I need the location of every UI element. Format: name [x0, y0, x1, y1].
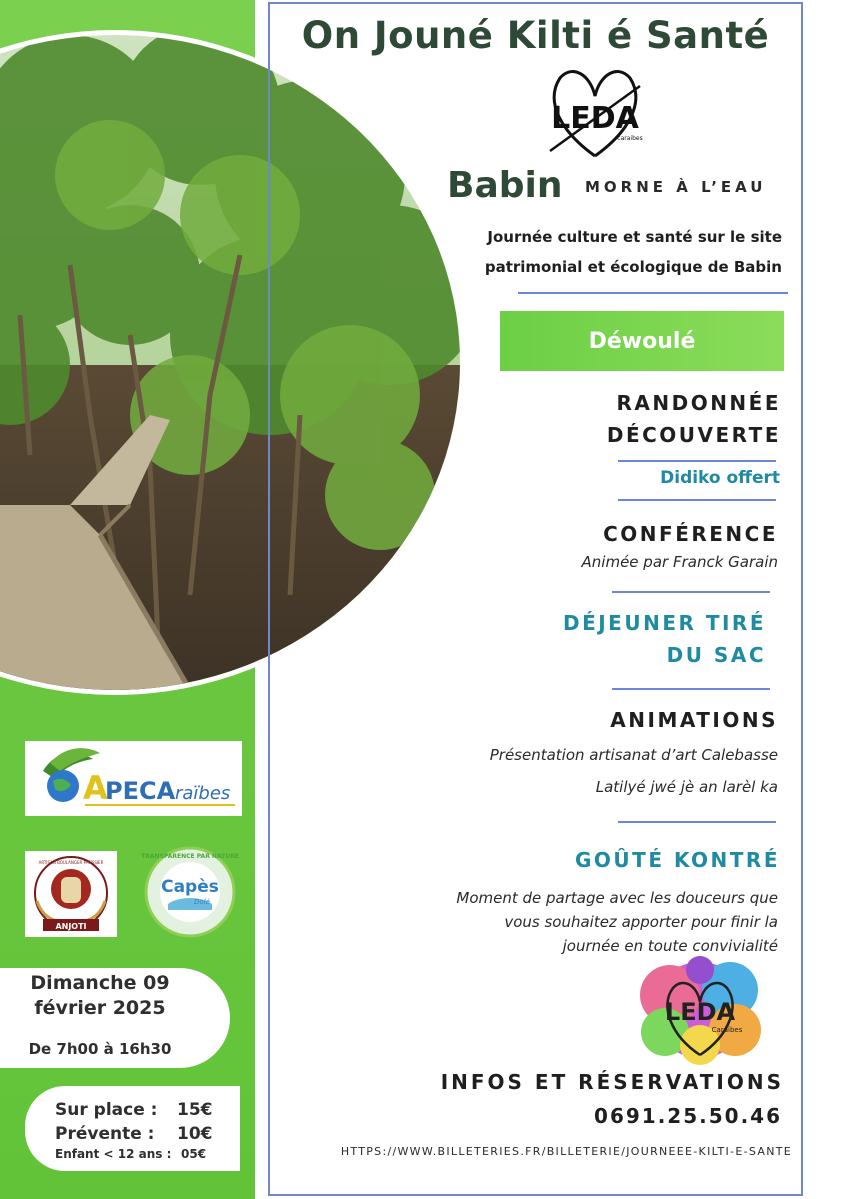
divider	[618, 499, 776, 501]
randonnee-heading: RANDONNÉE DÉCOUVERTE	[606, 391, 781, 447]
didiko-note: Didiko offert	[660, 468, 780, 488]
dewoule-label: Déwoulé	[588, 328, 696, 354]
svg-text:A: A	[83, 769, 108, 807]
leda-logo	[540, 66, 650, 164]
place-name: Babin	[447, 165, 563, 206]
intro-text: Journée culture et santé sur le site patrimonial et écologique de Babin	[484, 228, 782, 276]
animations-heading: ANIMATIONS	[610, 708, 778, 732]
svg-text:Caraibes: Caraibes	[711, 1026, 743, 1034]
animation-item-ka: Latilyé jwé jè an larèl ka	[595, 778, 778, 796]
divider	[518, 292, 788, 294]
svg-text:raïbes: raïbes	[175, 783, 231, 804]
capes-logo	[140, 846, 241, 938]
conference-heading: CONFÉRENCE	[603, 522, 778, 546]
reservation-link[interactable]: HTTPS://WWW.BILLETERIES.FR/BILLETERIE/JOURNEEE-KILTI-E-SANTE	[340, 1145, 792, 1158]
divider	[618, 821, 776, 823]
goute-description: Moment de partage avec les douceurs que vous souhaitez apporter pour finir la journée en toute convivialité	[456, 889, 778, 955]
date-panel	[0, 968, 230, 1068]
contact-heading: INFOS ET RÉSERVATIONS	[440, 1070, 784, 1094]
place-subtitle: MORNE À L’EAU	[585, 178, 767, 196]
event-title: On Jouné Kilti é Santé	[301, 14, 770, 57]
svg-text:ANJOTI: ANJOTI	[55, 922, 87, 931]
price-row: Sur place : 15€	[55, 1100, 213, 1120]
animation-item-calebasse: Présentation artisanat d’art Calebasse	[489, 746, 778, 764]
svg-text:Capès: Capès	[161, 877, 219, 897]
event-hours: De 7h00 à 16h30	[28, 1040, 172, 1058]
svg-text:PECA: PECA	[105, 777, 176, 805]
leda-splash-logo	[615, 950, 785, 1070]
svg-text:caraibes: caraibes	[617, 135, 643, 142]
contact-phone[interactable]: 0691.25.50.46	[594, 1104, 782, 1128]
divider	[612, 591, 770, 593]
event-date-line1: Dimanche 09	[30, 972, 170, 994]
price-row: Prévente : 10€	[55, 1124, 213, 1144]
dewoule-banner	[500, 311, 784, 371]
event-date-line2: février 2025	[34, 997, 166, 1019]
svg-text:ARTISAN BOULANGER PATISSIER: ARTISAN BOULANGER PATISSIER	[38, 860, 104, 865]
price-row: Enfant < 12 ans : 05€	[55, 1147, 207, 1161]
svg-text:LEDA: LEDA	[551, 101, 639, 136]
goute-heading: GOÛTÉ KONTRÉ	[575, 848, 780, 872]
anjoti-logo	[25, 851, 117, 937]
conference-speaker: Animée par Franck Garain	[581, 553, 778, 571]
divider	[618, 460, 776, 462]
svg-text:Dolé: Dolé	[194, 898, 210, 906]
divider	[612, 688, 770, 690]
apeca-logo	[25, 741, 242, 816]
dejeuner-heading: DÉJEUNER TIRÉ DU SAC	[562, 611, 766, 667]
price-panel	[25, 1086, 240, 1171]
svg-text:LEDA: LEDA	[664, 998, 736, 1026]
svg-text:TRANSPARENCE PAR NATURE: TRANSPARENCE PAR NATURE	[141, 853, 239, 860]
